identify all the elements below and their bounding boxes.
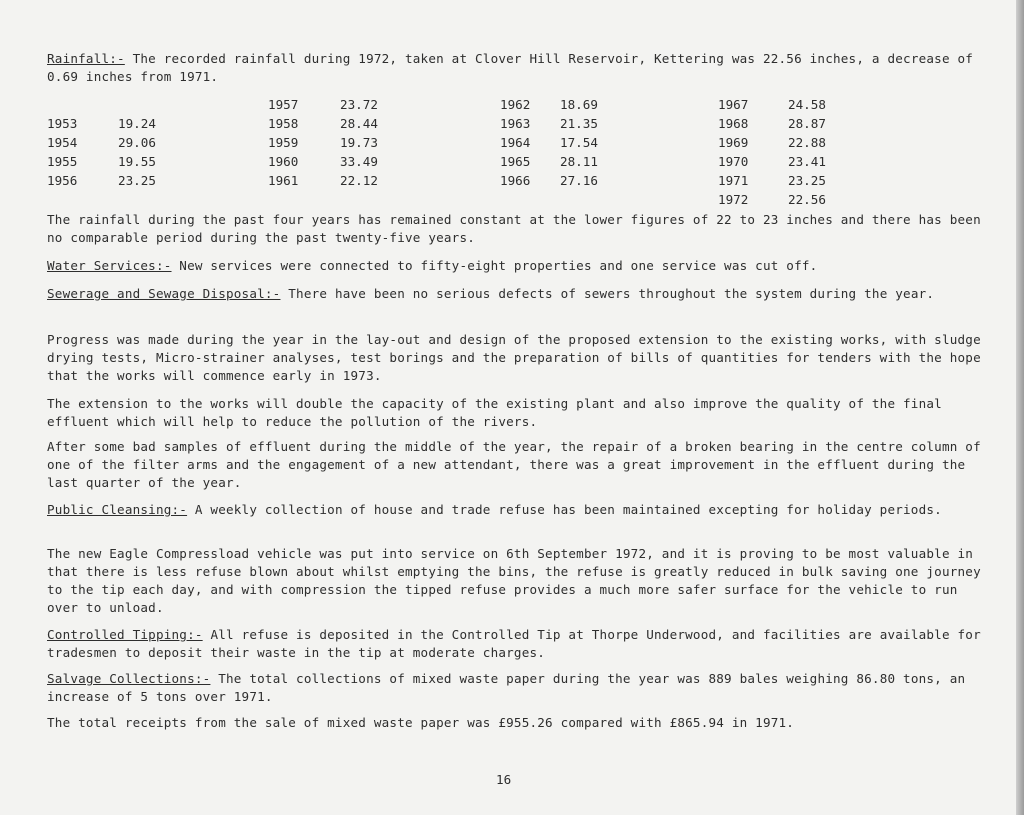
rainfall-value: 18.69 bbox=[560, 97, 598, 112]
rainfall-text: The recorded rainfall during 1972, taken at Clover Hill Reservoir, Kettering was 22.56 inches, a decrease of 0.69 inches from 1971. bbox=[47, 51, 981, 84]
water-paragraph bbox=[47, 257, 992, 275]
rainfall-year: 1958 bbox=[268, 116, 299, 131]
rainfall-year: 1960 bbox=[268, 154, 299, 169]
rainfall-value: 19.73 bbox=[340, 135, 378, 150]
rainfall-heading: Rainfall:- bbox=[47, 51, 125, 66]
rainfall-value: 28.87 bbox=[788, 116, 826, 131]
rainfall-value: 22.12 bbox=[340, 173, 378, 188]
salvage-text: The total collections of mixed waste paper during the year was 889 bales weighing 86.80 tons, an increase of 5 tons over 1971. bbox=[47, 671, 974, 704]
rainfall-year: 1969 bbox=[718, 135, 749, 150]
rainfall-year: 1957 bbox=[268, 97, 299, 112]
cleansing-text: A weekly collection of house and trade refuse has been maintained excepting for holiday periods. bbox=[187, 502, 942, 517]
page-edge bbox=[1016, 0, 1024, 815]
rainfall-year: 1972 bbox=[718, 192, 749, 207]
rainfall-value: 33.49 bbox=[340, 154, 378, 169]
rainfall-value: 19.55 bbox=[118, 154, 156, 169]
salvage-paragraph bbox=[47, 670, 992, 706]
rainfall-year: 1965 bbox=[500, 154, 531, 169]
rainfall-year: 1967 bbox=[718, 97, 749, 112]
rainfall-year: 1956 bbox=[47, 173, 78, 188]
sewerage-paragraph bbox=[47, 285, 992, 303]
rainfall-value: 17.54 bbox=[560, 135, 598, 150]
sewerage-text: There have been no serious defects of sewers throughout the system during the year. bbox=[280, 286, 935, 301]
salvage-heading: Salvage Collections:- bbox=[47, 671, 211, 686]
rainfall-value: 19.24 bbox=[118, 116, 156, 131]
rainfall-value: 29.06 bbox=[118, 135, 156, 150]
rainfall-value: 27.16 bbox=[560, 173, 598, 188]
rainfall-year: 1968 bbox=[718, 116, 749, 131]
rainfall-year: 1962 bbox=[500, 97, 531, 112]
rainfall-value: 23.41 bbox=[788, 154, 826, 169]
rainfall-value: 22.88 bbox=[788, 135, 826, 150]
rainfall-year: 1970 bbox=[718, 154, 749, 169]
rainfall-value: 28.11 bbox=[560, 154, 598, 169]
sewerage-heading: Sewerage and Sewage Disposal:- bbox=[47, 286, 281, 301]
water-heading: Water Services:- bbox=[47, 258, 172, 273]
rainfall-year: 1971 bbox=[718, 173, 749, 188]
page-number: 16 bbox=[496, 772, 512, 787]
cleansing-heading: Public Cleansing:- bbox=[47, 502, 188, 517]
rainfall-year: 1963 bbox=[500, 116, 531, 131]
rainfall-paragraph bbox=[47, 50, 992, 86]
rainfall-value: 24.58 bbox=[788, 97, 826, 112]
sewerage-extension: The extension to the works will double the capacity of the existing plant and also improve the quality of the final effluent which will help to reduce the pollution of the rivers. bbox=[47, 396, 950, 429]
rainfall-year: 1961 bbox=[268, 173, 299, 188]
sewerage-effluent: After some bad samples of effluent during the middle of the year, the repair of a broken bearing in the centre column of one of the filter arms and the engagement of a new attendant, there was a great improvement in the effluent during the last quarter of the year. bbox=[47, 439, 989, 490]
rainfall-value: 28.44 bbox=[340, 116, 378, 131]
tipping-text: All refuse is deposited in the Controlled Tip at Thorpe Underwood, and facilities are available for tradesmen to deposit their waste in the tip at moderate charges. bbox=[47, 627, 989, 660]
rainfall-summary: The rainfall during the past four years has remained constant at the lower figures of 22 to 23 inches and there has been no comparable period during the past twenty-five years. bbox=[47, 212, 989, 245]
rainfall-value: 22.56 bbox=[788, 192, 826, 207]
rainfall-year: 1953 bbox=[47, 116, 78, 131]
tipping-heading: Controlled Tipping:- bbox=[47, 627, 203, 642]
rainfall-year: 1954 bbox=[47, 135, 78, 150]
cleansing-vehicle: The new Eagle Compressload vehicle was put into service on 6th September 1972, and it is proving to be most valuable in that there is less refuse blown about whilst emptying the bins, the refuse is greatly reduced in bulk saving one journey to the tip each day, and with compression the tipped refuse provides a much more safer surface for the vehicle to run over to unload. bbox=[47, 546, 989, 615]
sewerage-progress: Progress was made during the year in the lay-out and design of the proposed extension to the existing works, with sludge drying tests, Micro-strainer analyses, test borings and the preparation of bills of quantities for tenders with the hope that the works will commence early in 1973. bbox=[47, 332, 989, 383]
rainfall-value: 23.25 bbox=[118, 173, 156, 188]
rainfall-value: 23.25 bbox=[788, 173, 826, 188]
rainfall-value: 23.72 bbox=[340, 97, 378, 112]
rainfall-value: 21.35 bbox=[560, 116, 598, 131]
cleansing-paragraph bbox=[47, 501, 992, 519]
tipping-paragraph bbox=[47, 626, 992, 662]
rainfall-year: 1955 bbox=[47, 154, 78, 169]
salvage-receipts: The total receipts from the sale of mixed waste paper was £955.26 compared with £865.94 in 1971. bbox=[47, 715, 795, 730]
rainfall-year: 1959 bbox=[268, 135, 299, 150]
water-text: New services were connected to fifty-eight properties and one service was cut off. bbox=[171, 258, 818, 273]
rainfall-year: 1964 bbox=[500, 135, 531, 150]
rainfall-year: 1966 bbox=[500, 173, 531, 188]
